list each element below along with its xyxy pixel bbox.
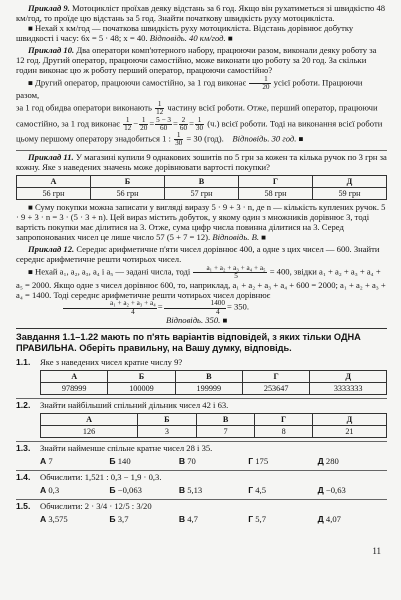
answer-options-table bbox=[40, 370, 387, 395]
table-cell: 58 грн bbox=[239, 188, 313, 200]
example-text: Середнє арифметичне п'яти чисел дорівнює 400, а одне з цих чисел — 600. Знайти середнє арифметичне решти чотирьох чисел. bbox=[16, 244, 380, 265]
solution-text: + a₅ = 2000. Якщо одне з чисел дорівнює 600, то, наприклад, a₁ + a₂ + a₃ + a₄ + 600 = 2000; a₁ + a₂ + a₃ + a₄ = 1400. Тоді середнє арифметичне решти чотирьох чисел дорівнює bbox=[16, 266, 386, 300]
table-cell: 126 bbox=[41, 426, 138, 438]
example-text: Мотоцикліст проїхав деяку відстань за 6 год. Якщо він рухатиметься зі швидкістю 48 км/год, то проїде цю відстань за 5 год. Знайти початкову швидкість руху мотоцикліста. bbox=[16, 3, 386, 23]
table-cell: 3 bbox=[138, 426, 197, 438]
table-cell: 7 bbox=[196, 426, 255, 438]
option-a: А 3,575 bbox=[40, 513, 68, 524]
solution-text: самостійно, за 1 год виконає bbox=[16, 118, 120, 129]
option-c: В 70 bbox=[178, 456, 196, 467]
answer-options bbox=[16, 515, 387, 525]
table-header-cell: А bbox=[41, 371, 108, 383]
end-square-icon: ■ bbox=[298, 134, 304, 144]
option-c: В 4,7 bbox=[178, 513, 198, 524]
fraction: $\frac{1}{30}$ bbox=[175, 130, 183, 148]
option-a: А 7 bbox=[40, 456, 53, 467]
table-header-cell: Б bbox=[138, 414, 197, 426]
example-title: Приклад 11. bbox=[28, 152, 74, 163]
example-text: У магазині купили 9 однакових зошитів по 5 грн за кожен та кілька ручок по 3 грн за кожну. Яке з наведених значень може дорівнювати вартості покупки? bbox=[16, 152, 387, 173]
table-header-cell: В bbox=[175, 371, 242, 383]
answer-text: Відповідь. В. bbox=[212, 232, 259, 243]
table-header-cell: Г bbox=[255, 414, 312, 426]
answer-options-table bbox=[40, 413, 387, 438]
fraction: $\frac{1}{12}$ bbox=[156, 100, 164, 117]
solution-square-icon: ■ bbox=[28, 203, 33, 213]
table-header-cell: Б bbox=[91, 176, 165, 188]
fraction: $\frac{1}{12}$ bbox=[124, 115, 132, 132]
question-number: 1.1. bbox=[16, 357, 31, 368]
fraction: $\frac{\text{a₁ + a₂ + a₃ + a₄ + a₅}}{5}$ bbox=[193, 265, 266, 280]
divider bbox=[16, 470, 387, 471]
solution-text: Нехай a₁, a₂, a₃, a₄ і a₅ — задані числа, тоді bbox=[35, 266, 191, 277]
table-cell: 199999 bbox=[175, 383, 242, 395]
option-e: Д 280 bbox=[317, 456, 339, 467]
answer-text: Відповідь. 350. bbox=[166, 314, 221, 325]
table-cell: 978999 bbox=[41, 383, 108, 395]
table-header-cell: Г bbox=[242, 371, 309, 383]
table-cell: 59 грн bbox=[313, 188, 387, 200]
solution-text: усієї роботи. Працюючи разом, bbox=[16, 77, 363, 101]
question-1-2 bbox=[16, 401, 387, 438]
table-cell: 8 bbox=[255, 426, 312, 438]
table-cell: 56 грн bbox=[91, 188, 165, 200]
option-b: Б 140 bbox=[109, 456, 131, 467]
option-d: Г 5,7 bbox=[248, 513, 266, 524]
fraction: $\frac{1}{20}$ bbox=[140, 115, 148, 132]
end-square-icon: ■ bbox=[227, 33, 233, 43]
answer-options-table bbox=[16, 175, 387, 200]
answer-text: Відповідь. 40 км/год. bbox=[149, 32, 226, 43]
option-e: Д −0,63 bbox=[317, 485, 346, 495]
end-square-icon: ■ bbox=[222, 315, 228, 325]
divider bbox=[16, 441, 387, 442]
tasks-header: Завдання 1.1–1.22 мають по п'ять варіантів відповідей, з яких тільки ОДНА ПРАВИЛЬНА. Оберіть правильну, на Вашу думку, відповідь. bbox=[16, 332, 361, 354]
expression: 2 · 3/4 · 12/5 : 3/20 bbox=[84, 500, 152, 511]
solution-text: Другий оператор, працюючи самостійно, за 1 год виконає bbox=[35, 77, 247, 88]
table-header-cell: Б bbox=[108, 371, 175, 383]
table-row bbox=[17, 188, 387, 200]
table-header-cell: Г bbox=[239, 176, 313, 188]
table-row bbox=[41, 426, 387, 438]
answer-options bbox=[16, 457, 387, 467]
question-1-5 bbox=[16, 502, 387, 525]
table-header-cell: В bbox=[165, 176, 239, 188]
option-d: Г 175 bbox=[248, 456, 269, 467]
solution-text: Суму покупки можна записати у вигляді виразу 5 · 9 + 3 · n, де n — кількість куплених ручок. 5 · 9 + 3 · n = 3 · (5 · 3 + n). Цей вираз містить добуток, у якому один з множників дорівнює 3, тоді вартість покупки має ділитися на 3. Отже, сума цифр числа повинна ділитися на 3. Серед запропонованих чисел це лише число 57 (5 + 7 = 12). bbox=[16, 202, 386, 243]
answer-text: Відповідь. 30 год. bbox=[232, 133, 297, 144]
question-text: Обчислити: 1,521 : 0,3 − 1,9 · 0,3. bbox=[40, 472, 162, 483]
question-text: Яке з наведених чисел кратне числу 9? bbox=[40, 357, 183, 368]
table-header-cell: Д bbox=[310, 371, 387, 383]
fraction: $\frac{1}{20}$ bbox=[249, 76, 270, 91]
divider bbox=[16, 499, 387, 500]
option-b: Б −0,063 bbox=[109, 485, 142, 495]
option-b: Б 3,7 bbox=[109, 513, 129, 524]
table-cell: 21 bbox=[312, 426, 386, 438]
fraction: $\frac{1}{30}$ bbox=[195, 115, 204, 132]
table-header-cell: А bbox=[41, 414, 138, 426]
solution-square-icon: ■ bbox=[28, 23, 33, 33]
example-title: Приклад 10. bbox=[28, 44, 75, 55]
solution-square-icon: ■ bbox=[28, 267, 33, 277]
end-square-icon: ■ bbox=[261, 233, 266, 243]
fraction: $\frac{1400}{4}$ bbox=[164, 300, 226, 315]
option-c: В 5,13 bbox=[178, 485, 203, 495]
fraction: $\frac{2}{60}$ bbox=[179, 115, 188, 132]
example-title: Приклад 9. bbox=[28, 3, 70, 13]
example-9 bbox=[16, 4, 387, 44]
table-cell: 57 грн bbox=[165, 188, 239, 200]
page-number: 11 bbox=[372, 545, 381, 556]
solution-text: = 400, звідки a₁ + a₂ + a₃ + a₄ bbox=[269, 266, 374, 277]
question-text: Обчислити: bbox=[40, 500, 83, 511]
solution-text: частину всієї роботи. Отже, перший оператор, працюючи bbox=[167, 102, 378, 113]
table-cell: 3333333 bbox=[310, 383, 387, 395]
table-cell: 253647 bbox=[242, 383, 309, 395]
option-e: Д 4,07 bbox=[317, 513, 341, 524]
table-header-cell: Д bbox=[313, 176, 387, 188]
fraction: $\frac{5 - 3}{60}$ bbox=[156, 115, 172, 132]
divider bbox=[16, 398, 387, 399]
question-number: 1.4. bbox=[16, 472, 31, 483]
question-number: 1.3. bbox=[16, 443, 31, 454]
divider bbox=[16, 150, 387, 151]
table-header-row bbox=[17, 176, 387, 188]
solution-text: = 30 (год). bbox=[186, 133, 224, 144]
solution-text: Нехай x км/год — початкова швидкість руху мотоцикліста. Відстань дорівнює добутку швидкості і часу: 6x = 5 · 48; x = 40. bbox=[16, 22, 354, 43]
table-cell: 100009 bbox=[108, 383, 175, 395]
solution-text: (ч.) всієї роботи. Тоді на виконання всієї роботи bbox=[207, 118, 383, 129]
solution-square-icon: ■ bbox=[28, 78, 33, 88]
option-d: Г 4,5 bbox=[248, 485, 266, 495]
table-header-cell: В bbox=[196, 414, 255, 426]
table-row bbox=[41, 383, 387, 395]
table-header-row bbox=[41, 371, 387, 383]
example-12: Приклад 12. Середнє арифметичне п'яти чисел дорівнює 400, а одне з цих чисел — 600. Знайти середнє арифметичне решти чотирьох чисел. ■ Нехай a₁, a₂, a₃, a₄ і a₅ — задані числа, тоді $\frac{\text{a₁ + a₂ + a₃ + a₄ + a₅}}{5}$ = 400, звідки a₁ + a₂ + a₃ + a₄ + a₅ = 2000. Якщо одне з чисел дорівнює 600, то, наприклад, a₁ + a₂ + a₃ + a₄ + 600 = 2000; a₁ + a₂ + a₃ + a₄ = 1400. Тоді середнє арифметичне решти чотирьох чисел дорівнює $\frac{\text{a₁ + a₂ + a₃ + a₄}}{4}$ = $\frac{1400}{4}$ = 350. Відповідь. 350. ■ bbox=[16, 244, 386, 325]
example-title: Приклад 12. bbox=[28, 244, 75, 255]
solution-text: за 1 год обидва оператори виконають bbox=[16, 102, 152, 113]
answer-options bbox=[16, 486, 387, 496]
solution-text: = 350. bbox=[226, 302, 250, 313]
solution-text: цьому першому оператору знадобиться 1 : bbox=[16, 133, 171, 144]
table-header-cell: Д bbox=[312, 414, 386, 426]
example-10: Приклад 10. Два оператори комп'ютерного набору, працюючи разом, виконали деяку роботу за 12 год. Другий оператор, працюючи самостійно, може виконати цю роботу за 20 год. За скільки годин виконає цю ж роботу перший оператор, працюючи самостійно? ■ Другий оператор, працюючи самостійно, за 1 год виконає $\frac{1}{20}$ усієї роботи. Працюючи разом, за 1 год обидва оператори виконають $\frac{1}{12}$ частину всієї роботи. Отже, перший оператор, працюючи самостійно, за 1 год виконає $\frac{1}{12}$ − $\frac{1}{20}$ = $\frac{5 - 3}{60}$ = $\frac{2}{60}$ = $\frac{1}{30}$ (ч.) всієї роботи. Тоді на виконання всієї роботи цьому першому оператору знадобиться 1 : $\frac{1}{30}$ = 30 (год). Відповідь. 30 год. ■ bbox=[16, 44, 383, 148]
table-cell: 56 грн bbox=[17, 188, 91, 200]
section-divider bbox=[16, 328, 387, 330]
table-header-row bbox=[41, 414, 387, 426]
example-11 bbox=[16, 153, 387, 243]
fraction: $\frac{\text{a₁ + a₂ + a₃ + a₄}}{4}$ bbox=[63, 300, 157, 315]
question-text: Знайти найбільший спільний дільник чисел 42 і 63. bbox=[40, 400, 229, 411]
table-header-cell: А bbox=[17, 176, 91, 188]
question-1-3 bbox=[16, 444, 387, 467]
question-number: 1.2. bbox=[16, 400, 31, 411]
question-text: Знайти найменше спільне кратне чисел 28 і 35. bbox=[40, 443, 213, 454]
option-a: А 0,3 bbox=[40, 485, 60, 495]
question-1-4 bbox=[16, 473, 387, 496]
question-number: 1.5. bbox=[16, 500, 31, 511]
example-text: Два оператори комп'ютерного набору, працюючи разом, виконали деяку роботу за 12 год. Другий оператор, працюючи самостійно, може виконати цю роботу за 20 год. За скільки годин виконає цю ж роботу перший оператор, працюючи самостійно? bbox=[16, 44, 377, 75]
question-1-1 bbox=[16, 358, 387, 395]
